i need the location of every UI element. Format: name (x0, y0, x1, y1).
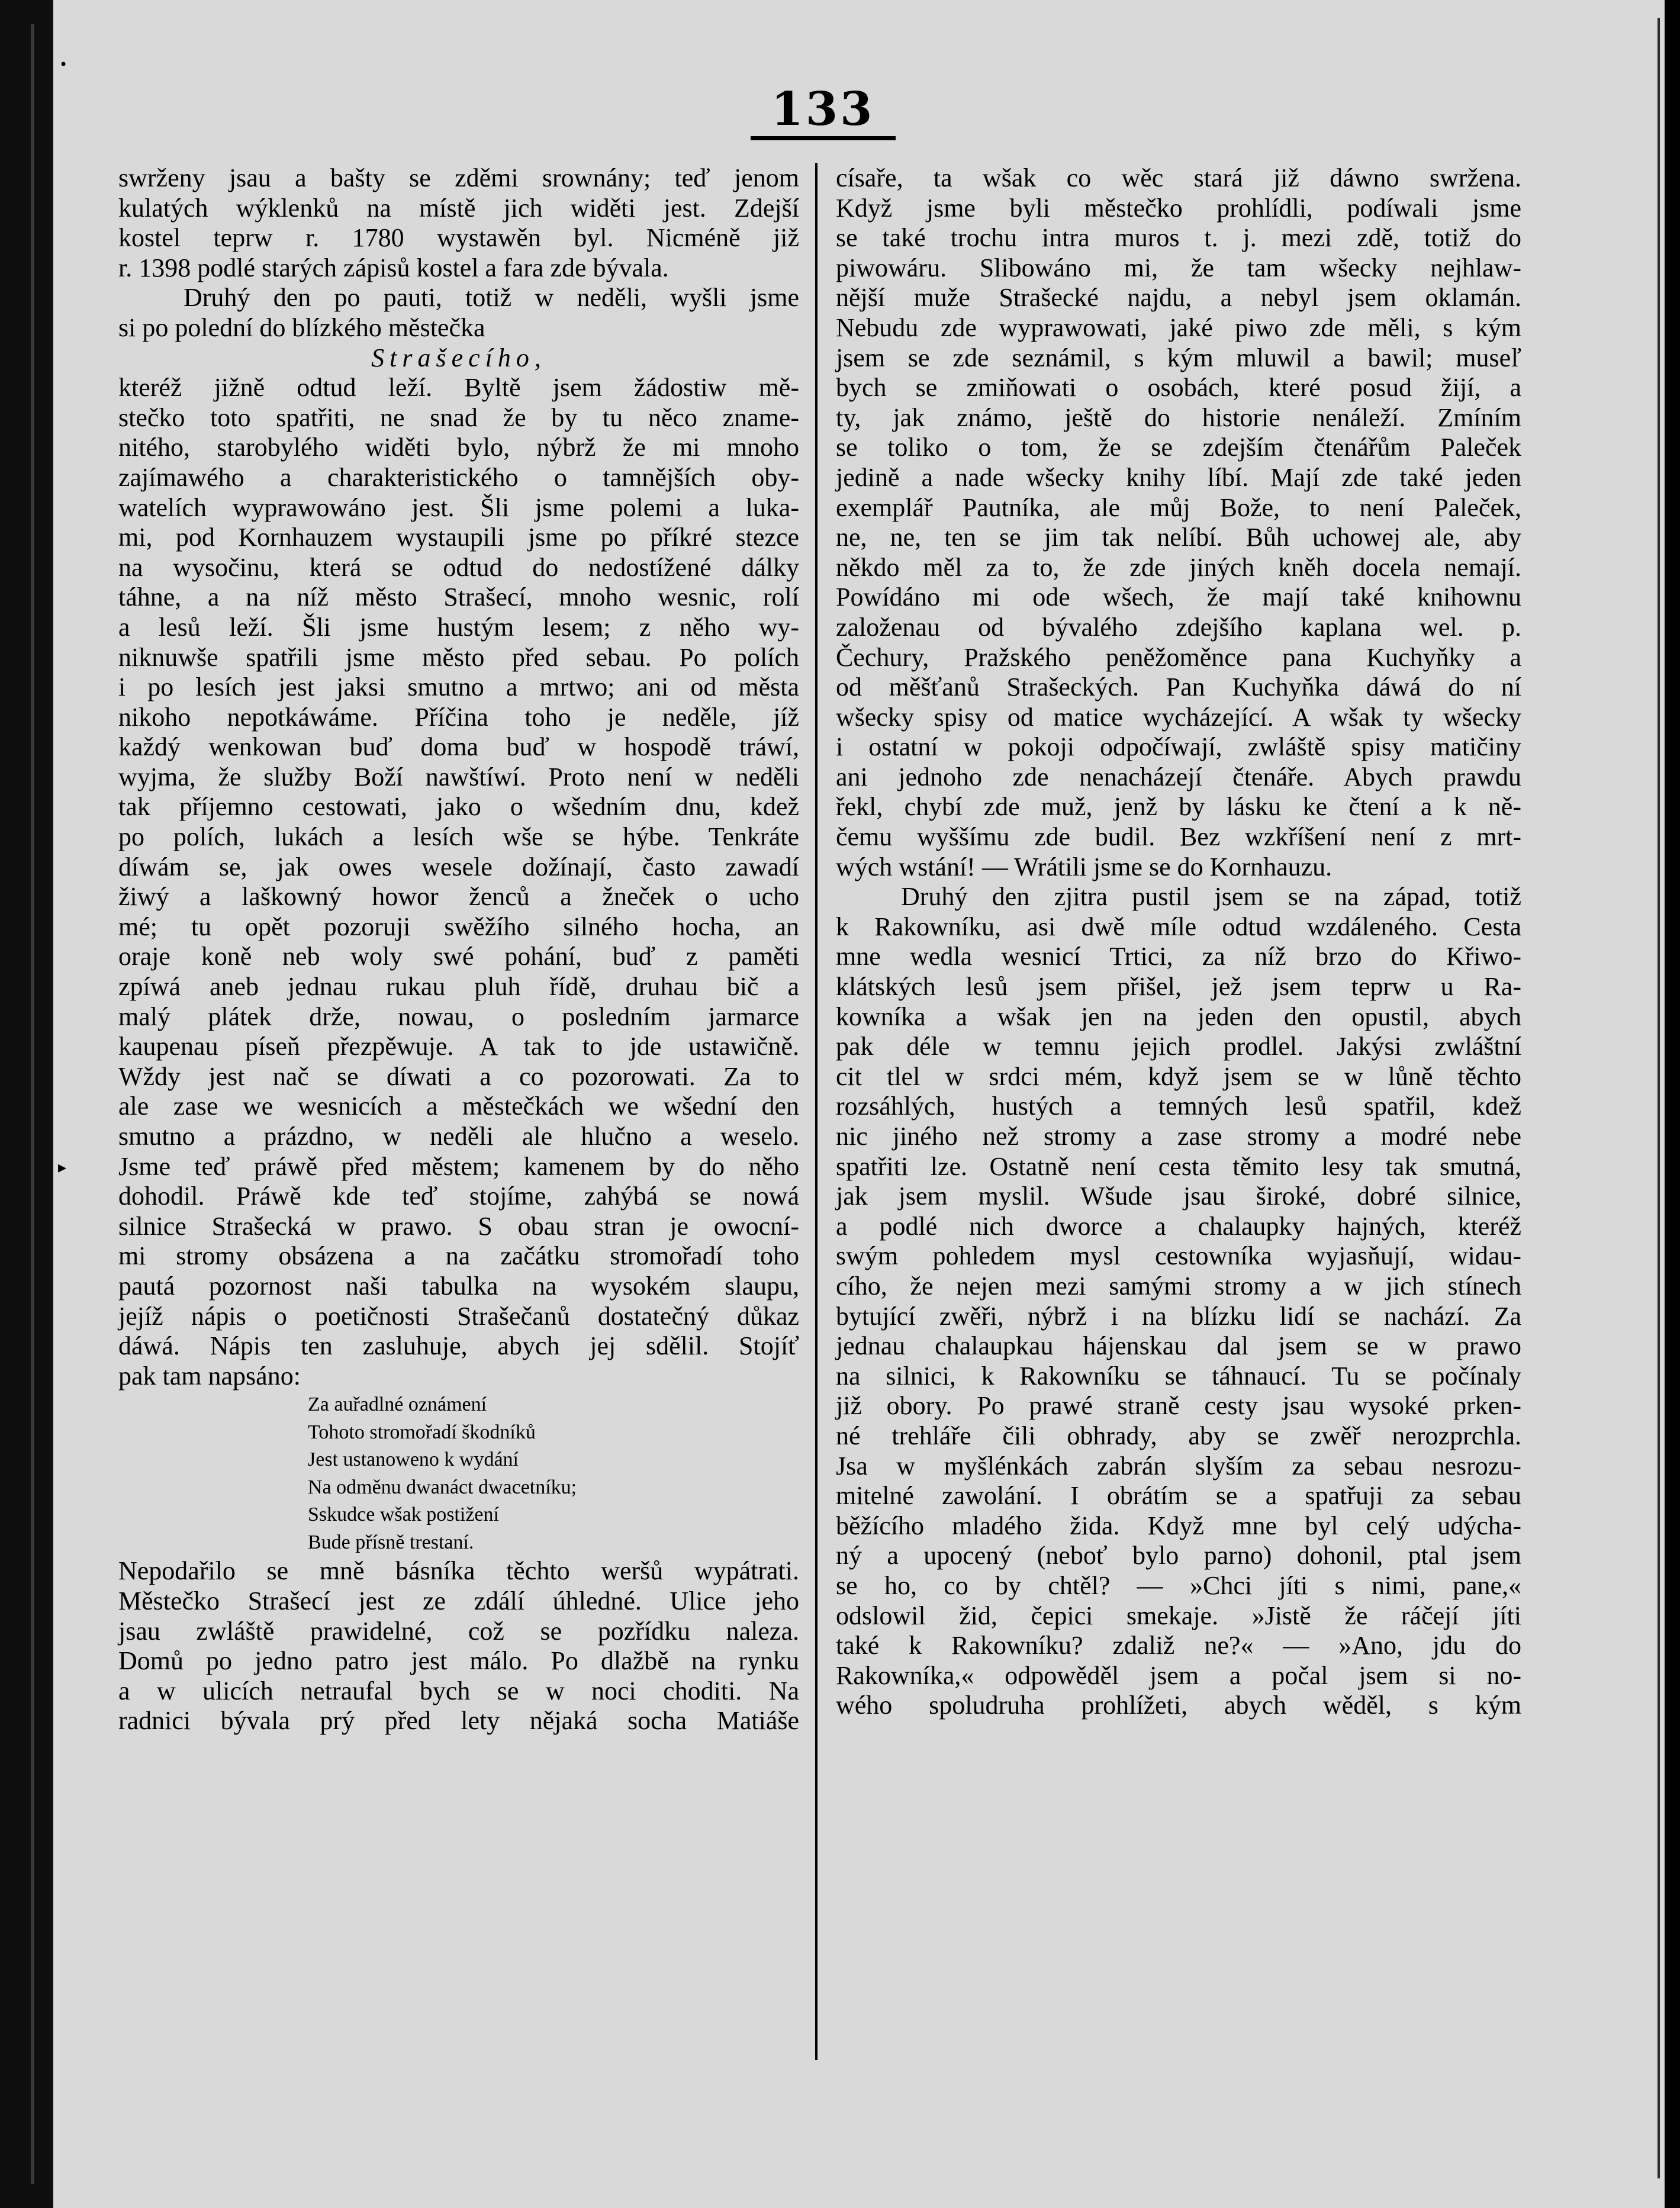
text-line: dohodil. Práwě kde teď stojíme, zahýbá se nowá (118, 1182, 799, 1211)
text-line: nic jiného než stromy a zase stromy a modré nebe (836, 1122, 1521, 1151)
text-line: swrženy jsau a bašty se zděmi srownány; teď jenom (118, 163, 799, 192)
text-line: Druhý den zjitra pustil jsem se na západ, totiž (901, 882, 1521, 912)
text-line: Wždy jest nač se díwati a co pozorowati. Za to (118, 1061, 799, 1091)
text-line: a w ulicích netraufal bych se w noci choditi. Na (118, 1676, 799, 1705)
text-line: kowníka a wšak jen na jeden den opustil, abych (836, 1002, 1521, 1031)
text-line: císaře, ta wšak co wěc stará již dáwno swržena. (836, 163, 1521, 192)
text-line: swým pohledem mysl cestowníka wyjasňují, widau- (836, 1241, 1521, 1271)
text-line: wých wstání! — Wrátili jsme se do Kornhauzu. (836, 852, 1333, 881)
text-line: kteréž jižně odtud leží. Byltě jsem žádostiw mě- (118, 373, 799, 403)
text-line: každý wenkowan buď doma buď w hospodě tráwí, (118, 732, 799, 762)
text-line: malý plátek drže, nowau, o posledním jarmarce (118, 1002, 799, 1031)
text-line: stečko toto spatřiti, ne snad že by tu něco zname- (118, 403, 799, 432)
text-line: a lesů leží. Šli jsme hustým lesem; z něho wy- (118, 612, 799, 642)
text-line: díwám se, jak owes wesele dožínají, často zawadí (118, 852, 799, 881)
text-line: a podlé nich dworce a chalaupky hajných, kteréž (836, 1211, 1521, 1241)
text-line: smutno a prázdno, w neděli ale hlučno a weselo. (118, 1122, 799, 1151)
left-column-text (118, 163, 799, 1391)
text-line: i ostatní w pokoji odpočíwají, zwláště spisy matičiny (836, 732, 1521, 762)
text-line: jejíž nápis o poetičnosti Strašečanů dostatečný důkaz (118, 1301, 799, 1331)
text-line: také k Rakowníku? zdaliž ne?« — »Ano, jdu do (836, 1631, 1521, 1660)
right-column (836, 163, 1521, 1721)
text-line: wyjma, že služby Boží nawštíwí. Proto není w neděli (118, 762, 799, 791)
page-number-rule (751, 136, 896, 140)
page-number: 133 (771, 82, 875, 136)
text-line: se ho, co by chtěl? — »Chci jíti s nimi, pane,« (836, 1570, 1521, 1600)
text-line: jednau chalaupkau hájenskau dal jsem se w prawo (836, 1331, 1521, 1361)
text-line: wšecky spisy od matice wycházející. A wšak ty wšecky (836, 702, 1521, 732)
text-line: Městečko Strašecí jest ze zdálí úhledné. Ulice jeho (118, 1586, 799, 1615)
text-line: na wysočinu, která se odtud do nedostížené dálky (118, 552, 799, 582)
text-line: běžícího mladého žida. Když mne byl celý udýcha- (836, 1511, 1521, 1540)
text-line: Nepodařilo se mně básníka těchto weršů wypátrati. (118, 1556, 799, 1586)
text-line: od měšťanů Strašeckých. Pan Kuchyňka dáwá do ní (836, 672, 1521, 702)
text-line: řekl, chybí zde muž, jenž by lásku ke čtení a k ně- (836, 792, 1521, 822)
text-line: se také trochu intra muros t. j. mezi zdě, totiž do (836, 223, 1521, 253)
text-line: tak příjemno cestowati, jako o wšedním dnu, kdež (118, 792, 799, 822)
text-line: Domů po jedno patro jest málo. Po dlažbě na rynku (118, 1646, 799, 1676)
text-line: na silnici, k Rakowníku se táhnaucí. Tu se počínaly (836, 1361, 1521, 1391)
text-line: někdo měl za to, že zde jiných kněh docela nemají. (836, 552, 1521, 582)
text-line: dáwá. Nápis ten zasluhuje, abych jej sdělil. Stojíť (118, 1331, 799, 1361)
text-line: Jsme teď práwě před městem; kamenem by do něho (118, 1151, 799, 1181)
text-line: jedině a nade wšecky knihy líbí. Mají zde také jeden (836, 462, 1521, 492)
text-line: odslowil žid, čepici smekaje. »Jistě že ráčejí jíti (836, 1601, 1521, 1630)
text-line: nikoho nepotkáwáme. Příčina toho je neděle, jíž (118, 702, 799, 732)
text-line: mitelné zawolání. I obrátím se a spatřuji za sebau (836, 1481, 1521, 1511)
verse-line: Sskudce wšak postižení (308, 1504, 499, 1526)
text-line: Jsa w myšlénkách zabrán slyším za sebau nesrozu- (836, 1451, 1521, 1480)
text-line: wého spoludruha prohlížeti, abych wěděl, s kým (836, 1691, 1521, 1720)
text-line: nitého, starobylého widěti bylo, nýbrž že mi mnoho (118, 433, 799, 462)
text-line: čemu wyššímu zde budil. Bez wzkříšení není z mrt- (836, 822, 1521, 852)
text-line: ty, jak známo, ještě do historie nenáleží. Zmíním (836, 403, 1521, 432)
text-line: mi stromy obsázena a na začátku stromořadí toho (118, 1241, 799, 1271)
left-column (118, 163, 799, 1736)
text-line: r. 1398 podlé starých zápisů kostel a fara zde bývala. (118, 253, 669, 282)
column-divider (815, 163, 818, 2060)
text-line: jak jsem myslil. Wšude jsau široké, dobré silnice, (836, 1182, 1521, 1211)
right-column-text (836, 163, 1521, 1721)
text-line: radnici bývala prý před lety nějaká socha Matiáše (118, 1706, 799, 1736)
text-line: si po polední do blízkého městečka (118, 313, 485, 342)
text-line: i po lesích jest jaksi smutno a mrtwo; ani od města (118, 672, 799, 702)
text-line: táhne, a na níž město Strašecí, mnoho wesnic, rolí (118, 582, 799, 612)
text-line: zpíwá aneb jednau rukau pluh řídě, druhau bič a (118, 972, 799, 1002)
binding-shadow (31, 24, 34, 2184)
text-line: spatřiti lze. Ostatně není cesta těmito lesy tak smutná, (836, 1151, 1521, 1181)
text-line: mé; tu opět pozoruji swěžího silného hocha, an (118, 912, 799, 941)
text-line: pak déle w temnu jejich prodlel. Jakýsi zwláštní (836, 1032, 1521, 1061)
text-line: jsem se zde seznámil, s kým mluwil a bawil; museľ (836, 343, 1521, 372)
text-line: Strašecího, (371, 343, 546, 372)
text-line: zajímawého a charakteristického o tamnějších oby- (118, 462, 799, 492)
text-line: se toliko o tom, že se zdejším čtenářům Paleček (836, 433, 1521, 462)
scan-speck: • (59, 56, 68, 73)
text-line: již obory. Po prawé straně cesty jsau wysoké prken- (836, 1391, 1521, 1421)
text-line: bych se zmiňowati o osobách, které posud žijí, a (836, 373, 1521, 403)
text-line: piwowáru. Slibowáno mi, že tam wšecky nejhlaw- (836, 253, 1521, 282)
text-line: niknuwše spatřili jsme město před sebau. Po polích (118, 642, 799, 672)
scan-border-right (1665, 0, 1680, 2208)
text-line: cit tlel w srdci mém, když jsem se w lůně těchto (836, 1061, 1521, 1091)
text-line: Čechury, Pražského peněžoměnce pana Kuchyňky a (836, 642, 1521, 672)
text-line: mi, pod Kornhauzem wystaupili jsme po příkré stezce (118, 523, 799, 552)
text-line: klátských lesů jsem přišel, jež jsem teprw u Ra- (836, 972, 1521, 1002)
text-line: ani jednoho zde nenacházejí čtenáře. Abych prawdu (836, 762, 1521, 791)
text-line: oraje koně neb woly swé pohání, buď z paměti (118, 942, 799, 971)
text-line: bytující zwěři, nýbrž i na blízku lidí se nachází. Za (836, 1301, 1521, 1331)
inscription-verse (118, 1391, 799, 1556)
verse-line: Na odměnu dwanáct dwacetníku; (308, 1476, 577, 1498)
text-line: Rakowníka,« odpowěděl jsem a počal jsem si no- (836, 1660, 1521, 1690)
text-line: mne wedla wesnicí Trtici, za níž brzo do Křiwo- (836, 942, 1521, 971)
previous-page-edge (0, 0, 53, 2208)
left-column-text-after-verse (118, 1556, 799, 1736)
text-line: po polích, lukách a lesích wše se hýbe. Tenkráte (118, 822, 799, 852)
text-line: ale zase we wesnicích a městečkách we wšední den (118, 1092, 799, 1121)
text-line: jsau zwláště prawidelné, což se pozřídku naleza. (118, 1616, 799, 1646)
text-line: Powídáno mi ode wšech, že mají také knihownu (836, 582, 1521, 612)
text-line: pak tam napsáno: (118, 1361, 301, 1391)
text-line: pautá pozornost naši tabulka na wysokém slaupu, (118, 1271, 799, 1301)
verse-line: Bude přísně trestaní. (308, 1531, 474, 1553)
text-line: cího, že nejen mezi samými stromy a w jich stínech (836, 1271, 1521, 1301)
text-line: Druhý den po pauti, totiž w neděli, wyšli jsme (184, 283, 799, 313)
page-edge-shadow (1658, 18, 1660, 2178)
text-line: rozsáhlých, hustých a temných lesů spatřil, kdež (836, 1092, 1521, 1121)
text-line: Když jsme byli městečko prohlídli, podíwali jsme (836, 193, 1521, 223)
text-line: watelích wyprawowáno jest. Šli jsme polemi a luka- (118, 493, 799, 522)
text-line: né trehláře čili obhrady, aby se zwěř nerozprchla. (836, 1421, 1521, 1450)
text-line: kaupenau píseň přezpěwuje. A tak to jde ustawičně. (118, 1032, 799, 1061)
verse-line: Jest ustanoweno k wydání (308, 1449, 519, 1471)
text-line: žiwý a laškowný howor ženců a žneček o ucho (118, 882, 799, 912)
text-line: k Rakowníku, asi dwě míle odtud wzdáleného. Cesta (836, 912, 1521, 941)
text-line: kostel teprw r. 1780 wystawěn byl. Nicméně již (118, 223, 799, 253)
verse-line: Tohoto stromořadí škodníků (308, 1421, 536, 1443)
text-line: ne, ne, ten se jim tak nelíbí. Bůh uchowej ale, aby (836, 523, 1521, 552)
text-line: ný a upocený (neboť bylo parno) dohonil, ptal jsem (836, 1541, 1521, 1570)
text-line: silnice Strašecká w prawo. S obau stran je owocní- (118, 1211, 799, 1241)
text-line: nější muže Strašecké najdu, a nebyl jsem oklamán. (836, 283, 1521, 313)
text-line: založenau od bývalého zdejšího kaplana wel. p. (836, 612, 1521, 642)
text-line: Nebudu zde wyprawowati, jaké piwo zde měli, s kým (836, 313, 1521, 342)
text-line: exemplář Pautníka, ale můj Bože, to není Paleček, (836, 493, 1521, 522)
verse-line: Za auřadlné oznámení (308, 1393, 487, 1416)
scan-speck: ▸ (58, 1157, 67, 1177)
text-line: kulatých wýklenků na místě jich widěti jest. Zdejší (118, 193, 799, 223)
